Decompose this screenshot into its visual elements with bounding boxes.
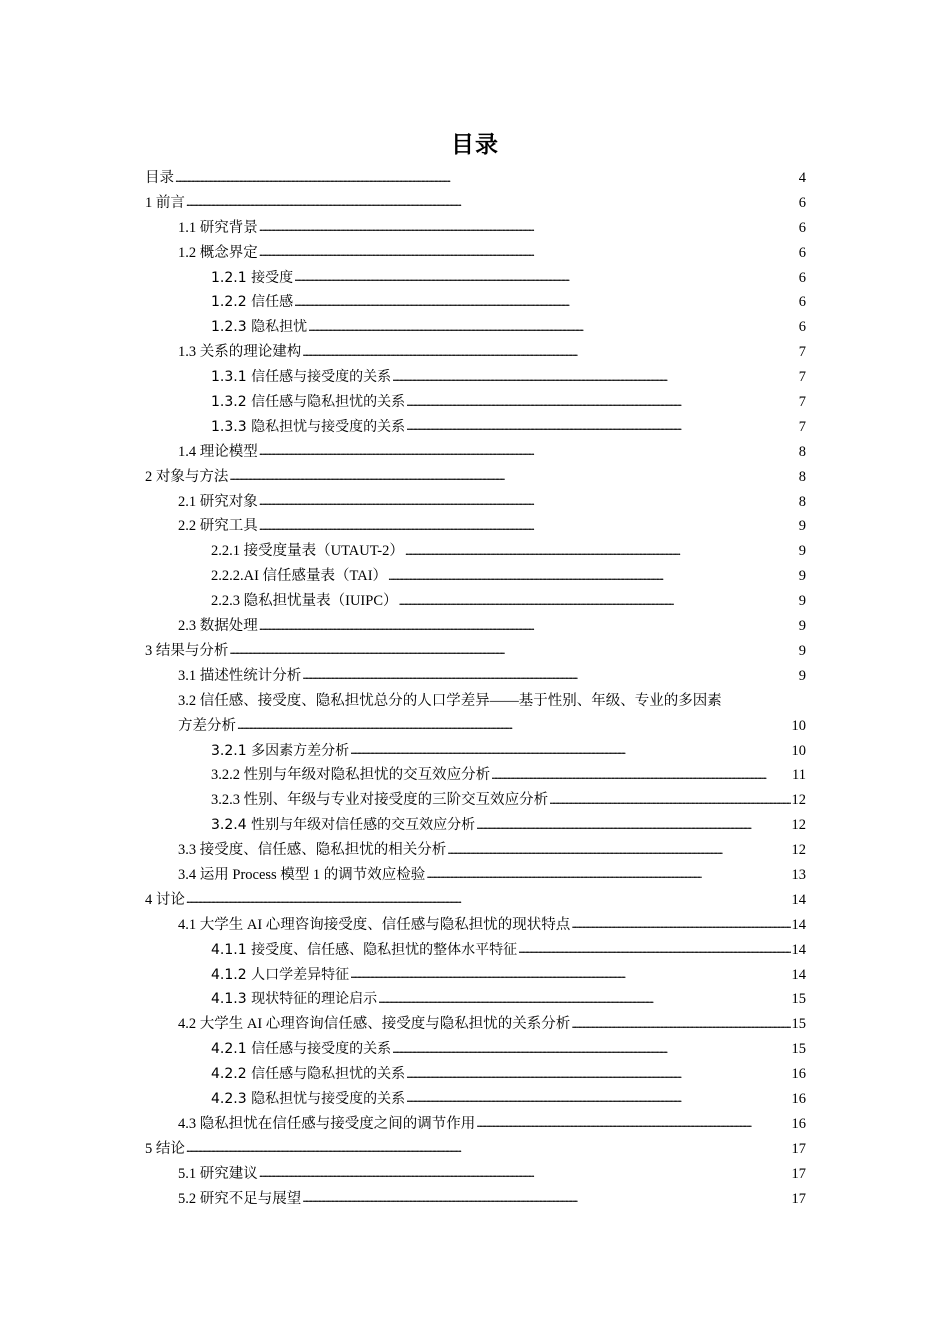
toc-entry-label: 1.2.2 信任感: [211, 294, 294, 311]
toc-entry-label: 3.1 描述性统计分析: [178, 667, 302, 684]
dot-leader: [518, 939, 790, 954]
toc-entry-continuation: [178, 714, 806, 739]
toc-entry-label: 2.1 研究对象: [178, 493, 258, 510]
toc-entry[interactable]: [145, 191, 806, 216]
toc-entry[interactable]: [145, 340, 806, 365]
dot-leader: [175, 168, 798, 183]
dot-leader: [302, 1188, 790, 1203]
toc-entry-label: 目录: [145, 170, 174, 186]
toc-entry[interactable]: [145, 290, 806, 315]
dot-leader: [259, 217, 798, 232]
toc-entry-label: 4.1.3 现状特征的理论启示: [211, 991, 378, 1008]
dot-leader: [259, 242, 798, 257]
toc-entry-label: 1.3 关系的理论建构: [178, 344, 302, 361]
toc-entry[interactable]: [145, 1062, 806, 1087]
toc-entry-label: 1 前言: [145, 194, 185, 211]
dot-leader: [406, 1088, 790, 1103]
toc-page-number: 6: [798, 294, 806, 311]
dot-leader: [476, 1113, 790, 1128]
dot-leader: [229, 640, 797, 655]
toc-entry-label: 5.1 研究建议: [178, 1165, 258, 1182]
toc-page-number: 9: [798, 667, 806, 684]
dot-leader: [388, 566, 798, 581]
toc-entry[interactable]: [145, 1187, 806, 1212]
toc-page-number: 15: [791, 991, 806, 1008]
dot-leader: [378, 989, 790, 1004]
toc-entry-label: 2.3 数据处理: [178, 618, 258, 635]
dot-leader: [406, 1064, 790, 1079]
toc-page-number: 9: [798, 593, 806, 610]
toc-entry[interactable]: [145, 539, 806, 564]
toc-page-number: 9: [798, 642, 806, 659]
dot-leader: [350, 740, 790, 755]
toc-entry[interactable]: [145, 888, 806, 913]
toc-entry[interactable]: [145, 514, 806, 539]
toc-entry-label: 3.4 运用 Process 模型 1 的调节效应检验: [178, 866, 426, 883]
toc-page-number: 14: [791, 941, 806, 958]
table-of-contents: [145, 166, 806, 1211]
toc-entry[interactable]: [145, 1012, 806, 1037]
toc-page-number: 6: [798, 269, 806, 286]
toc-entry-label: 3.2.2 性别与年级对隐私担忧的交互效应分析: [211, 767, 491, 784]
toc-page-number: 6: [798, 219, 806, 236]
dot-leader: [294, 267, 798, 282]
toc-entry-label: 4.1 大学生 AI 心理咨询接受度、信任感与隐私担忧的现状特点: [178, 916, 571, 933]
dot-leader: [350, 964, 790, 979]
dot-leader: [426, 864, 790, 879]
toc-entry[interactable]: [145, 365, 806, 390]
toc-entry[interactable]: [145, 913, 806, 938]
page-title: 目录: [451, 132, 499, 158]
toc-page-number: 12: [791, 842, 806, 859]
toc-entry[interactable]: [145, 415, 806, 440]
dot-leader: [259, 516, 798, 531]
toc-entry-label: 5.2 研究不足与展望: [178, 1190, 302, 1207]
toc-entry[interactable]: [145, 813, 806, 838]
toc-page-number: 6: [798, 319, 806, 336]
dot-leader: [259, 616, 798, 631]
toc-entry-label: 1.4 理论模型: [178, 443, 258, 460]
dot-leader: [186, 1138, 791, 1153]
toc-entry[interactable]: [145, 963, 806, 988]
dot-leader: [186, 889, 791, 904]
toc-entry-label: 5 结论: [145, 1140, 185, 1157]
toc-entry[interactable]: [145, 763, 806, 788]
toc-entry-label: 3.2.3 性别、年级与专业对接受度的三阶交互效应分析: [211, 792, 549, 809]
toc-entry[interactable]: [145, 614, 806, 639]
dot-leader: [259, 491, 798, 506]
toc-entry-label: 1.2 概念界定: [178, 244, 258, 261]
toc-page-number: 7: [798, 344, 806, 361]
dot-leader: [571, 914, 790, 929]
dot-leader: [549, 790, 790, 805]
toc-entry[interactable]: [145, 987, 806, 1012]
toc-entry[interactable]: [145, 390, 806, 415]
toc-page-number: 8: [798, 443, 806, 460]
dot-leader: [308, 317, 798, 332]
toc-entry[interactable]: [145, 739, 806, 764]
toc-entry-label: 1.1 研究背景: [178, 219, 258, 236]
toc-page-number: 16: [791, 1090, 806, 1107]
dot-leader: [237, 715, 791, 730]
toc-entry[interactable]: [145, 689, 806, 739]
toc-entry[interactable]: [145, 315, 806, 340]
dot-leader: [405, 541, 798, 556]
toc-page-number: 17: [791, 1165, 806, 1182]
toc-page-number: 15: [791, 1041, 806, 1058]
dot-leader: [476, 815, 790, 830]
dot-leader: [294, 292, 798, 307]
toc-page-number: 9: [798, 518, 806, 535]
toc-entry-label: 2.2.1 接受度量表（UTAUT-2）: [211, 543, 404, 560]
toc-entry[interactable]: [145, 440, 806, 465]
toc-entry-label: 1.3.3 隐私担忧与接受度的关系: [211, 418, 406, 435]
toc-entry-label: 3.2.1 多因素方差分析: [211, 742, 350, 759]
dot-leader: [406, 392, 798, 407]
toc-entry-label: 1.3.1 信任感与接受度的关系: [211, 369, 392, 386]
toc-page-number: 6: [798, 194, 806, 211]
toc-entry[interactable]: [145, 490, 806, 515]
dot-leader: [392, 367, 798, 382]
dot-leader: [571, 1014, 790, 1029]
toc-entry-label: 1.3.2 信任感与隐私担忧的关系: [211, 394, 406, 411]
dot-leader: [392, 1039, 790, 1054]
toc-entry-label: 2 对象与方法: [145, 468, 229, 485]
toc-entry[interactable]: [145, 863, 806, 888]
toc-entry-label: 2.2.2.AI 信任感量表（TAI）: [211, 568, 388, 585]
toc-entry-label: 4.1.1 接受度、信任感、隐私担忧的整体水平特征: [211, 941, 518, 958]
toc-page-number: 17: [791, 1140, 806, 1157]
dot-leader: [229, 466, 797, 481]
toc-entry-label: 4.2.2 信任感与隐私担忧的关系: [211, 1066, 406, 1083]
toc-page-number: 14: [791, 966, 806, 983]
dot-leader: [491, 765, 791, 780]
dot-leader: [186, 192, 798, 207]
dot-leader: [259, 441, 798, 456]
toc-entry-label: 4.2 大学生 AI 心理咨询信任感、接受度与隐私担忧的关系分析: [178, 1016, 571, 1033]
toc-entry-label: 3.2 信任感、接受度、隐私担忧总分的人口学差异——基于性别、年级、专业的多因素: [178, 692, 722, 709]
toc-page-number: 9: [798, 618, 806, 635]
toc-page-number: 14: [791, 891, 806, 908]
toc-entry[interactable]: [145, 166, 806, 191]
toc-page-number: 11: [792, 767, 806, 784]
toc-entry-label: 3.2.4 性别与年级对信任感的交互效应分析: [211, 817, 476, 834]
toc-page-number: 8: [798, 493, 806, 510]
toc-entry[interactable]: [145, 1162, 806, 1187]
toc-page-number: 12: [791, 817, 806, 834]
toc-entry-label: 1.2.3 隐私担忧: [211, 319, 308, 336]
toc-entry-label: 3.3 接受度、信任感、隐私担忧的相关分析: [178, 842, 447, 859]
toc-entry-label: 2.2 研究工具: [178, 518, 258, 535]
toc-entry-label: 4 讨论: [145, 891, 185, 908]
toc-entry[interactable]: [145, 938, 806, 963]
toc-page-number: 15: [791, 1016, 806, 1033]
toc-page-number: 10: [791, 717, 806, 734]
toc-entry[interactable]: [145, 465, 806, 490]
toc-entry[interactable]: [145, 664, 806, 689]
toc-entry-label: 1.2.1 接受度: [211, 269, 294, 286]
toc-entry-label: 4.3 隐私担忧在信任感与接受度之间的调节作用: [178, 1115, 476, 1132]
toc-entry[interactable]: [145, 1087, 806, 1112]
toc-page-number: 17: [791, 1190, 806, 1207]
toc-entry[interactable]: [145, 639, 806, 664]
toc-page-number: 14: [791, 916, 806, 933]
toc-page-number: 4: [798, 170, 806, 186]
toc-entry[interactable]: [145, 1112, 806, 1137]
toc-entry-label-continued: 方差分析: [178, 717, 236, 734]
toc-entry-label: 4.2.1 信任感与接受度的关系: [211, 1041, 392, 1058]
dot-leader: [259, 1163, 791, 1178]
toc-entry[interactable]: [145, 564, 806, 589]
toc-page-number: 16: [791, 1066, 806, 1083]
toc-page-number: 8: [798, 468, 806, 485]
toc-page-number: 10: [791, 742, 806, 759]
dot-leader: [399, 591, 798, 606]
toc-entry-label: 4.2.3 隐私担忧与接受度的关系: [211, 1090, 406, 1107]
dot-leader: [302, 342, 798, 357]
toc-page-number: 9: [798, 543, 806, 560]
toc-entry-label: 2.2.3 隐私担忧量表（IUIPC）: [211, 593, 398, 610]
toc-page-number: 7: [798, 418, 806, 435]
toc-entry[interactable]: [145, 838, 806, 863]
toc-page-number: 9: [798, 568, 806, 585]
toc-entry[interactable]: [145, 266, 806, 291]
toc-entry[interactable]: [145, 241, 806, 266]
toc-page-number: 16: [791, 1115, 806, 1132]
toc-entry-label: 3 结果与分析: [145, 642, 229, 659]
toc-entry-label: 4.1.2 人口学差异特征: [211, 966, 350, 983]
toc-entry[interactable]: [145, 589, 806, 614]
toc-entry[interactable]: [145, 1037, 806, 1062]
toc-entry[interactable]: [145, 788, 806, 813]
toc-page-number: 7: [798, 394, 806, 411]
toc-page-number: 13: [791, 866, 806, 883]
dot-leader: [302, 665, 798, 680]
toc-page-number: 6: [798, 244, 806, 261]
toc-entry[interactable]: [145, 216, 806, 241]
toc-page-number: 7: [798, 369, 806, 386]
toc-entry[interactable]: [145, 1137, 806, 1162]
dot-leader: [447, 840, 790, 855]
toc-page-number: 12: [791, 792, 806, 809]
dot-leader: [406, 416, 798, 431]
